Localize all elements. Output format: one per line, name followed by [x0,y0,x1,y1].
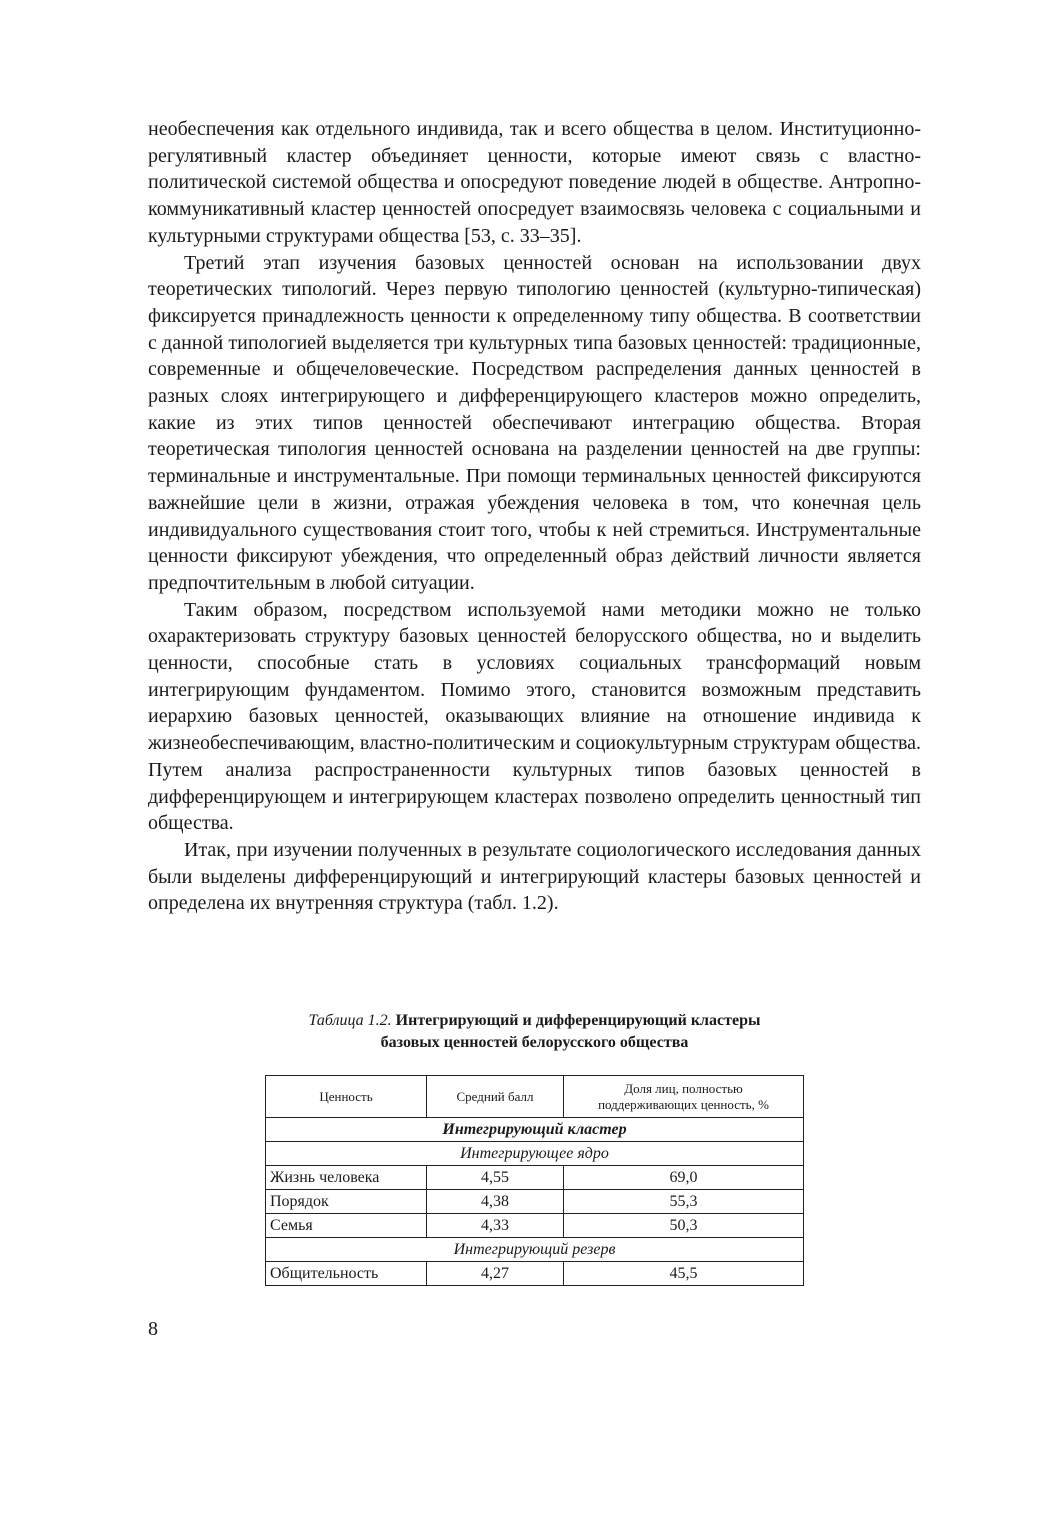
caption-title-line2: базовых ценностей белорусского общества [380,1034,689,1051]
values-table [265,1075,804,1286]
value-share: 45,5 [564,1262,804,1286]
cluster-row [266,1118,804,1142]
table-row [266,1262,804,1286]
paragraph: Таким образом, посредством используемой нами методики можно не только охарактеризовать структуру базовых ценностей белорусского общества, но и выделить ценности, способные стать в условиях социальных трансформаций новым интегрирующим фундаментом. Помимо этого, становится возможным представить иерархию базовых ценностей, оказывающих влияние на отношение индивида к жизнеобеспечивающим, властно-политическим и социокультурным структурам общества. Путем анализа распространенности культурных типов базовых ценностей в дифференцирующем и интегрирующем кластерах позволено определить ценностный тип общества. [148,598,921,835]
value-share: 50,3 [564,1214,804,1238]
value-score: 4,33 [427,1214,564,1238]
core-label: Интегрирующее ядро [266,1142,804,1166]
paragraph: Третий этап изучения базовых ценностей основан на использовании двух теоретических типологий. Через первую типологию ценностей (культурно-типическая) фиксируется принадлежность ценности к определенному типу общества. В соответствии с данной типологией выделяется три культурных типа базовых ценностей: традиционные, современные и общечеловеческие. Посредством распределения данных ценностей в разных слоях интегрирующего и дифференцирующего кластеров можно определить, какие из этих типов ценностей обеспечивают интеграцию общества. Вторая теоретическая типология ценностей основана на разделении ценностей на две группы: терминальные и инструментальные. При помощи терминальных ценностей фиксируются важнейшие цели в жизни, отражая убеждения человека в том, что конечная цель индивидуального существования стоит того, чтобы к ней стремиться. Инструментальные ценности фиксируют убеждения, что определенный образ действий личности является предпочтительным в любой ситуации. [148,251,921,594]
body-text [148,116,921,917]
table-row [266,1214,804,1238]
header-score: Средний балл [427,1076,564,1118]
value-name: Порядок [266,1190,427,1214]
reserve-label: Интегрирующий резерв [266,1238,804,1262]
table-row [266,1166,804,1190]
header-value: Ценность [266,1076,427,1118]
table-row [266,1190,804,1214]
paragraph: необеспечения как отдельного индивида, так и всего общества в целом. Институционно-регулятивный кластер объединяет ценности, которые имеют связь с властно-политической системой общества и опосредуют поведение людей в обществе. Антропно-коммуникативный кластер ценностей опосредует взаимосвязь человека с социальными и культурными структурами общества [53, с. 33–35]. [148,118,921,247]
table-header-row [266,1076,804,1118]
value-share: 69,0 [564,1166,804,1190]
core-row [266,1142,804,1166]
value-name: Семья [266,1214,427,1238]
reserve-row [266,1238,804,1262]
table-caption [148,1010,921,1054]
value-score: 4,38 [427,1190,564,1214]
caption-lead: Таблица 1.2. [308,1012,392,1029]
header-share-line1: Доля лиц, полностью [624,1080,743,1096]
value-score: 4,55 [427,1166,564,1190]
page-number: 8 [148,1318,158,1340]
paragraph: Итак, при изучении полученных в результате социологического исследования данных были выделены дифференцирующий и интегрирующий кластеры базовых ценностей и определена их внутренняя структура (табл. 1.2). [148,838,921,915]
value-share: 55,3 [564,1190,804,1214]
caption-title-line1: Интегрирующий и дифференцирующий кластеры [395,1012,761,1029]
value-name: Общительность [266,1262,427,1286]
cluster-label: Интегрирующий кластер [266,1118,804,1142]
header-share [564,1076,804,1118]
value-score: 4,27 [427,1262,564,1286]
header-share-line2: поддерживающих ценность, % [598,1096,769,1112]
value-name: Жизнь человека [266,1166,427,1190]
